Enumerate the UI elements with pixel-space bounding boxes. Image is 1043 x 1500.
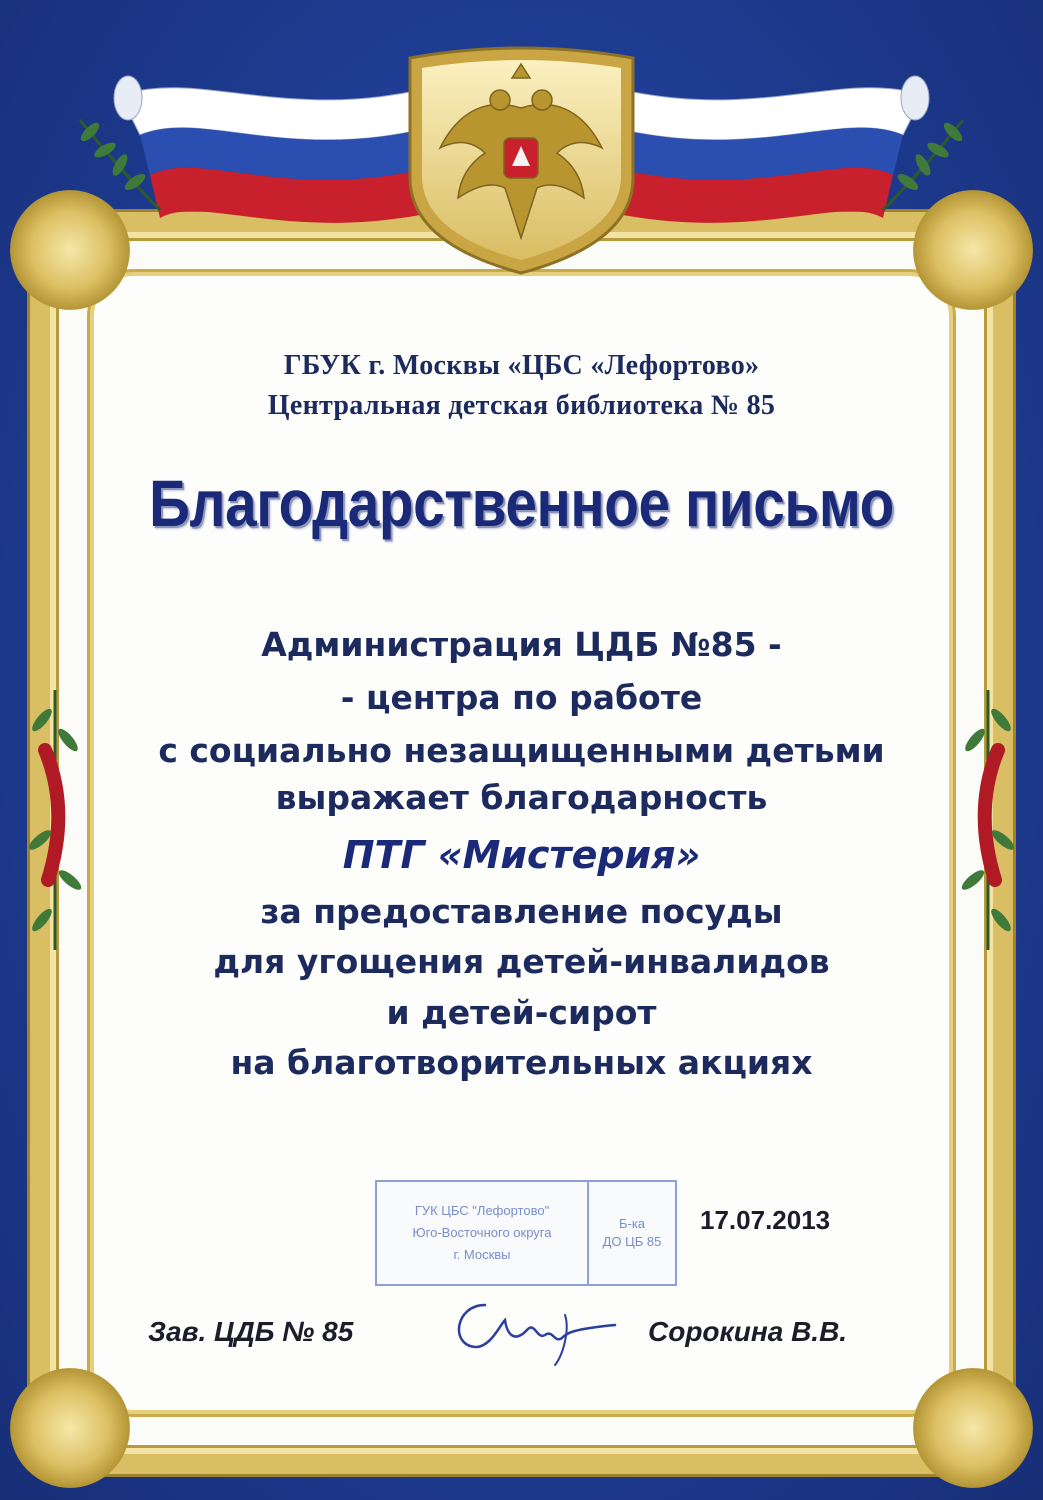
official-stamp	[375, 1180, 677, 1286]
recipient-name: ПТГ «Мистерия»	[342, 833, 701, 877]
handwritten-signature	[445, 1285, 625, 1375]
library-name: Центральная детская библиотека № 85	[267, 390, 776, 421]
body-line: на благотворительных акциях	[230, 1043, 813, 1082]
stamp-line: Юго-Восточного округа	[412, 1225, 552, 1240]
issue-date: 17.07.2013	[700, 1205, 831, 1235]
stamp-org-block	[377, 1182, 589, 1284]
body-line: для угощения детей-инвалидов	[213, 942, 830, 981]
body-line: - центра по работе	[340, 678, 703, 717]
body-line: с социально незащищенными детьми	[158, 731, 885, 770]
stamp-line: ГУК ЦБС "Лефортово"	[414, 1203, 550, 1218]
body-line: Администрация ЦДБ №85 -	[261, 625, 782, 664]
body-line: за предоставление посуды	[260, 892, 783, 931]
body-line: и детей-сирот	[386, 993, 657, 1032]
stamp-branch-block	[589, 1182, 675, 1284]
body-line: выражает благодарность	[275, 778, 768, 817]
signatory-name: Сорокина В.В.	[648, 1316, 848, 1347]
organization-name: ГБУК г. Москвы «ЦБС «Лефортово»	[283, 350, 760, 381]
stamp-line: Б-ка	[618, 1216, 646, 1231]
signatory-position: Зав. ЦДБ № 85	[148, 1316, 354, 1347]
stamp-line: г. Москвы	[453, 1247, 511, 1262]
stamp-line: ДО ЦБ 85	[602, 1234, 662, 1249]
page-title: Благодарственное письмо	[149, 466, 894, 540]
